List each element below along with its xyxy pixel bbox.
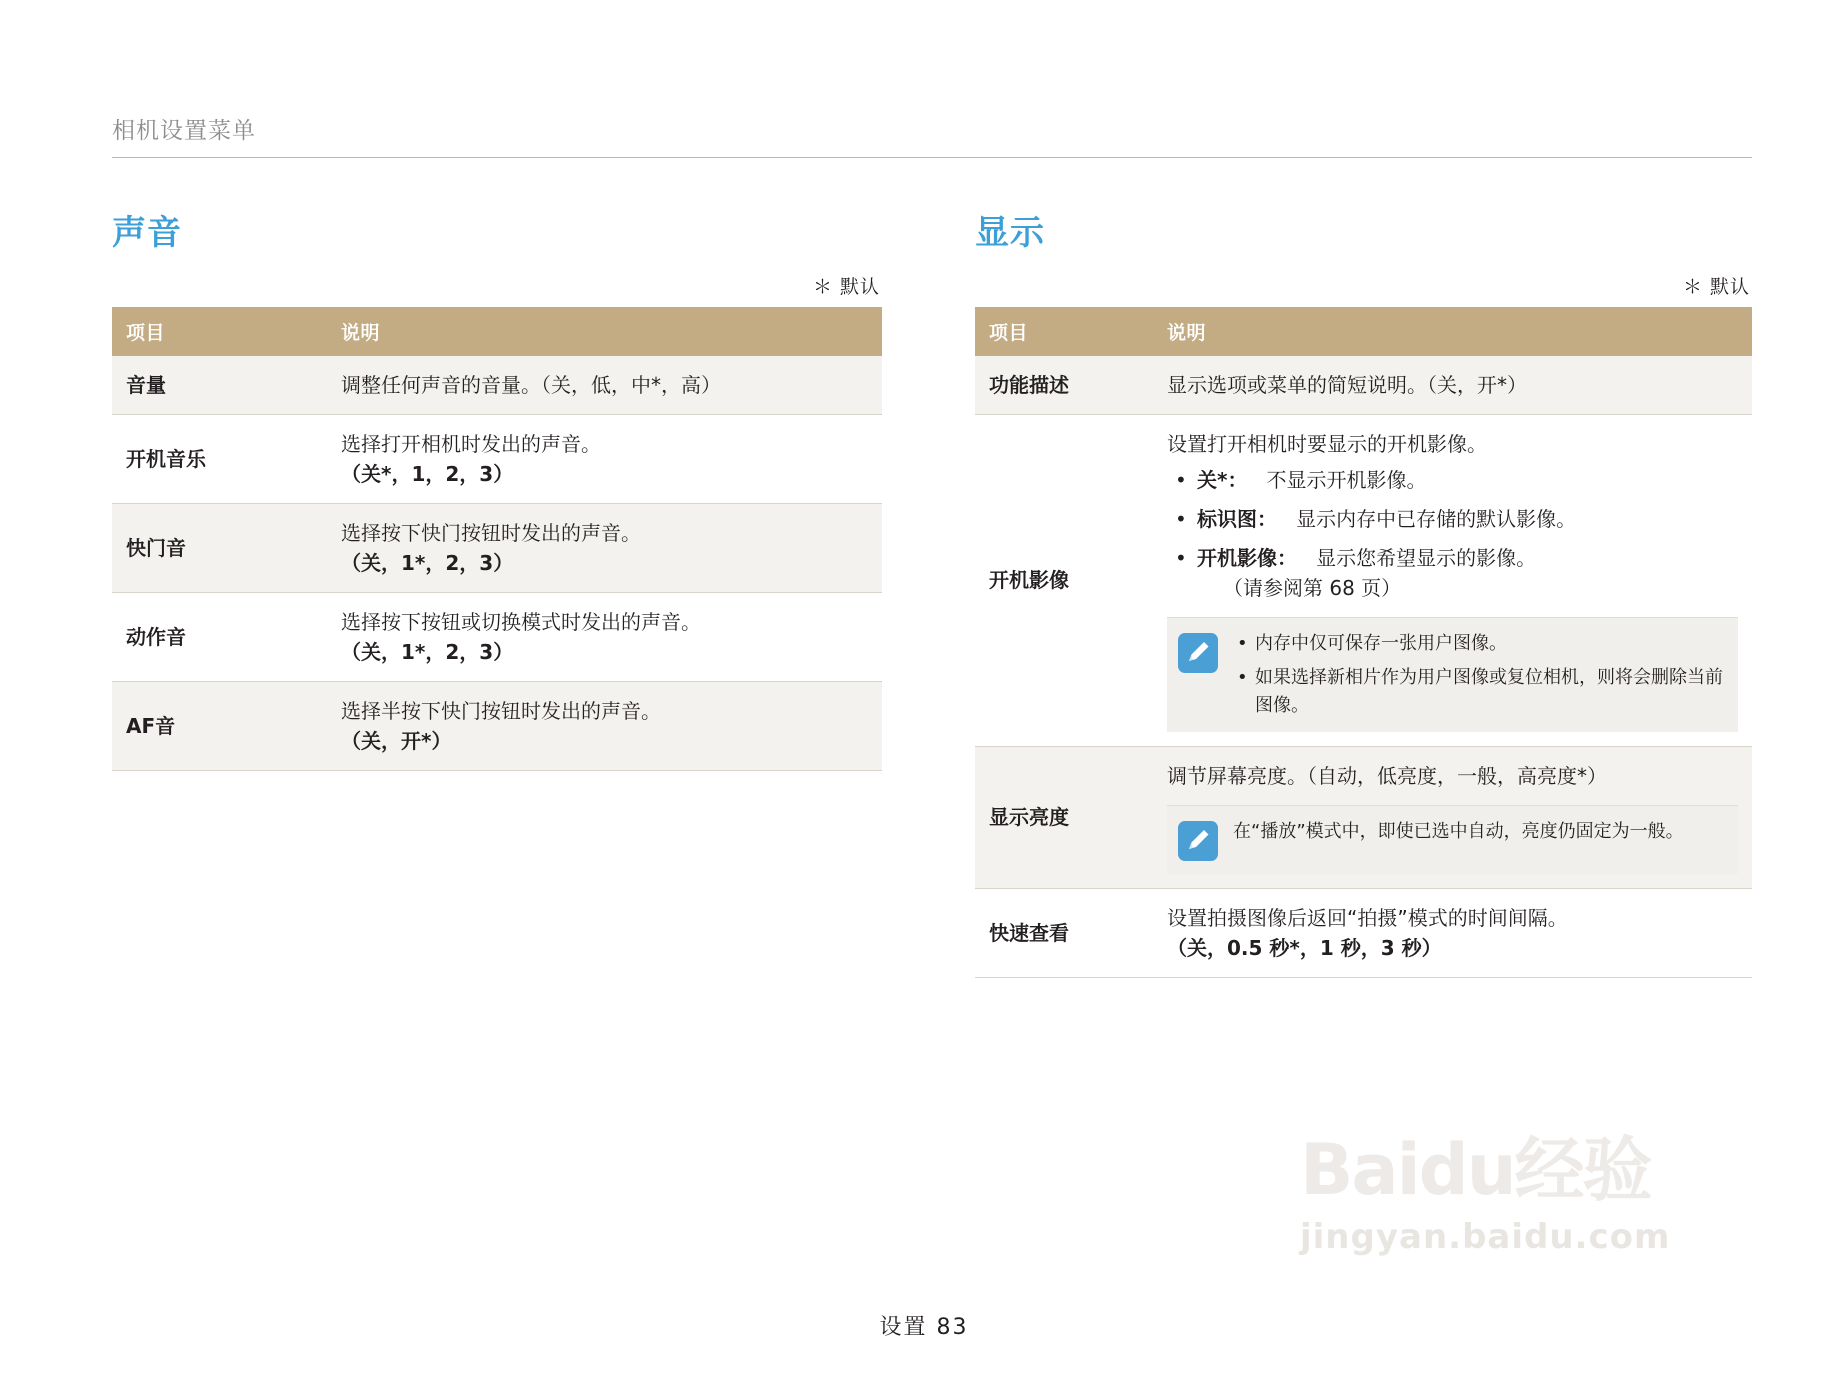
note-body xyxy=(1233,630,1724,720)
row-item-display-brightness: 显示亮度 xyxy=(975,746,1153,888)
table-header-row xyxy=(975,307,1752,356)
row-desc-action-sound xyxy=(327,593,882,682)
row-desc-startup-sound xyxy=(327,415,882,504)
table-row xyxy=(975,356,1752,415)
option-label: 开机影像： xyxy=(1197,546,1297,570)
row-item-startup-sound: 开机音乐 xyxy=(112,415,327,504)
table-row xyxy=(112,415,882,504)
desc-line: 调整任何声音的音量。（关，低，中*，高） xyxy=(341,373,721,397)
display-section xyxy=(975,205,1752,978)
row-desc-display-brightness xyxy=(1153,746,1752,888)
watermark xyxy=(1300,1129,1730,1335)
page-header xyxy=(112,112,1752,158)
desc-line: 显示选项或菜单的简短说明。（关，开*） xyxy=(1167,373,1527,397)
desc-options: （关，1*，2，3） xyxy=(341,551,514,575)
row-item-volume: 音量 xyxy=(112,356,327,415)
watermark-url: jingyan.baidu.com xyxy=(1300,1217,1671,1257)
list-item xyxy=(1197,543,1738,603)
pencil-note-icon xyxy=(1177,632,1219,674)
breadcrumb: 相机设置菜单 xyxy=(112,118,256,144)
note-item: • 如果选择新相片作为用户图像或复位相机，则将会删除当前图像。 xyxy=(1255,664,1724,720)
pencil-note-icon xyxy=(1177,820,1219,862)
row-item-shutter-sound: 快门音 xyxy=(112,504,327,593)
row-desc-volume xyxy=(327,356,882,415)
desc-line: 选择半按下快门按钮时发出的声音。 xyxy=(341,699,661,723)
sound-table xyxy=(112,307,882,771)
note-box-start-image xyxy=(1167,617,1738,732)
row-desc-af-sound xyxy=(327,682,882,771)
desc-options: （关，0.5 秒*，1 秒，3 秒） xyxy=(1167,935,1442,960)
desc-line: 选择按下快门按钮时发出的声音。 xyxy=(341,521,641,545)
display-table xyxy=(975,307,1752,978)
row-desc-quick-view xyxy=(1153,888,1752,977)
desc-options: （关，1*，2，3） xyxy=(341,640,514,664)
option-label: 标识图： xyxy=(1197,507,1277,531)
row-desc-function-description xyxy=(1153,356,1752,415)
table-row xyxy=(112,504,882,593)
watermark-title: Baidu经验 xyxy=(1300,1129,1651,1211)
table-row xyxy=(975,888,1752,977)
option-label: 关*： xyxy=(1197,468,1248,492)
desc-options: （关*，1，2，3） xyxy=(341,462,514,486)
desc-line: 调节屏幕亮度。（自动，低亮度，一般，高亮度*） xyxy=(1167,763,1607,788)
row-item-quick-view: 快速查看 xyxy=(975,888,1153,977)
row-item-start-image: 开机影像 xyxy=(975,415,1153,747)
option-text: 显示内存中已存储的默认影像。 xyxy=(1296,507,1577,531)
column-header-desc: 说明 xyxy=(1153,307,1752,356)
row-desc-start-image xyxy=(1153,415,1752,747)
row-item-function-description: 功能描述 xyxy=(975,356,1153,415)
column-header-desc: 说明 xyxy=(327,307,882,356)
row-desc-shutter-sound xyxy=(327,504,882,593)
option-reference: （请参阅第 68 页） xyxy=(1223,576,1402,600)
row-item-af-sound: AF音 xyxy=(112,682,327,771)
column-header-item: 项目 xyxy=(112,307,327,356)
note-item: • 内存中仅可保存一张用户图像。 xyxy=(1255,630,1724,658)
table-row xyxy=(112,356,882,415)
section-title-display: 显示 xyxy=(975,213,1045,253)
desc-options: （关，开*） xyxy=(341,729,452,753)
note-box-brightness xyxy=(1167,805,1738,874)
sound-section xyxy=(112,205,882,771)
section-title-sound: 声音 xyxy=(112,213,182,253)
row-item-action-sound: 动作音 xyxy=(112,593,327,682)
start-image-options xyxy=(1167,465,1738,603)
default-legend-right: ＊ 默认 xyxy=(1682,276,1750,298)
page-footer: 设置 83 xyxy=(879,1315,969,1340)
desc-line: 选择按下按钮或切换模式时发出的声音。 xyxy=(341,610,701,634)
table-row xyxy=(975,415,1752,747)
table-header-row xyxy=(112,307,882,356)
table-row xyxy=(975,746,1752,888)
option-text: 不显示开机影像。 xyxy=(1266,468,1427,492)
column-header-item: 项目 xyxy=(975,307,1153,356)
list-item xyxy=(1197,504,1738,534)
note-body: 在“播放”模式中，即使已选中自动，亮度仍固定为一般。 xyxy=(1233,820,1684,842)
option-text: 显示您希望显示的影像。 xyxy=(1316,546,1537,570)
desc-line: 设置打开相机时要显示的开机影像。 xyxy=(1167,432,1487,456)
desc-line: 选择打开相机时发出的声音。 xyxy=(341,432,601,456)
desc-line: 设置拍摄图像后返回“拍摄”模式的时间间隔。 xyxy=(1167,905,1568,930)
default-legend-left: ＊ 默认 xyxy=(812,276,880,298)
table-row xyxy=(112,682,882,771)
list-item xyxy=(1197,465,1738,495)
table-row xyxy=(112,593,882,682)
header-divider xyxy=(112,157,1752,158)
